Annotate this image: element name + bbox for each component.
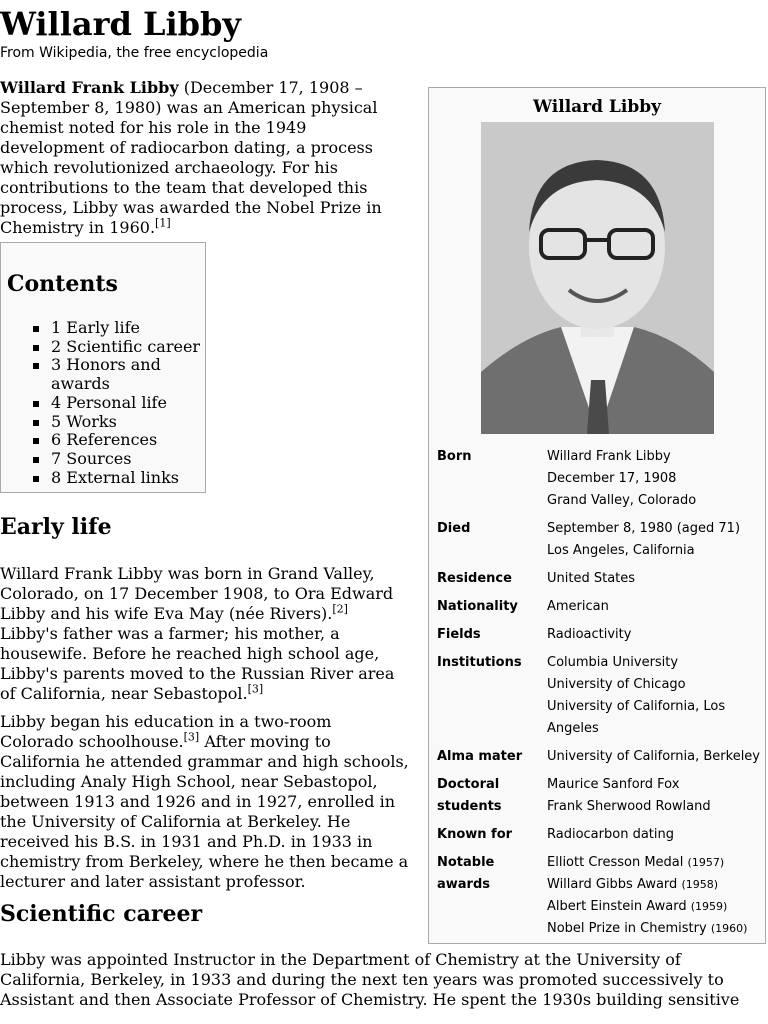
page-title: Willard Libby: [0, 5, 241, 43]
ref-link-3b[interactable]: [3]: [183, 730, 200, 744]
student-link[interactable]: Maurice Sanford Fox: [547, 777, 680, 792]
award-item: [547, 896, 763, 918]
residence-value[interactable]: United States: [547, 571, 636, 586]
institution-link[interactable]: Columbia University: [547, 655, 679, 670]
toc-item-personal-life[interactable]: 4 Personal life: [31, 394, 205, 413]
nationality-value[interactable]: American: [547, 599, 609, 614]
page-tagline: From Wikipedia, the free encyclopedia: [0, 45, 269, 61]
toc-item-works[interactable]: 5 Works: [31, 413, 205, 432]
doctoral-label-line: students: [437, 799, 502, 814]
doctoral-label-line: Doctoral: [437, 777, 500, 792]
toc-list: [31, 319, 205, 487]
toc-item-external-links[interactable]: 8 External links: [31, 469, 205, 488]
portrait-illustration: [481, 122, 714, 434]
born-name: Willard Frank Libby: [547, 449, 671, 464]
award-item: [547, 852, 763, 874]
award-link[interactable]: Nobel Prize in Chemistry: [547, 921, 707, 936]
award-year: (1959): [690, 900, 728, 913]
infobox-title: Willard Libby: [532, 97, 661, 117]
award-year: (1957): [687, 856, 725, 869]
early-life-paragraph-1: Willard Frank Libby was born in Grand Valley, Colorado, on 17 December 1908, to Ora Edward Libby and his wife Eva May (née Rivers).[2] Libby's father was a farmer; his mother, a housewife. Before he reached high school age, Libby's parents moved to the Russian River area of California, near Sebastopol.[3]: [0, 564, 395, 703]
infobox-label: Fields: [437, 627, 481, 642]
award-item: [547, 874, 763, 896]
toc-item-references[interactable]: 6 References: [31, 431, 205, 450]
infobox-label: Known for: [437, 827, 513, 842]
institution-link[interactable]: University of California, Los: [547, 699, 726, 714]
known-for-value[interactable]: Radiocarbon dating: [547, 827, 674, 842]
toc-title: Contents: [7, 271, 118, 297]
ref-link-2[interactable]: [2]: [332, 602, 348, 616]
heading-scientific-career: Scientific career: [0, 901, 203, 927]
career-paragraph-1: Libby was appointed Instructor in the Department of Chemistry at the University of California, Berkeley, in 1933 and during the next ten years was promoted successively to Assistant and then Associate Professor of Chemistry. He spent the 1930s building sensitive: [0, 950, 740, 1009]
infobox-row-known-for: [437, 824, 763, 846]
born-date: December 17, 1908: [547, 471, 677, 486]
infobox: [428, 87, 766, 944]
infobox-row-nationality: [437, 596, 763, 618]
infobox-row-alma-mater: [437, 746, 763, 768]
infobox-row-doctoral: [437, 774, 763, 818]
table-of-contents: [0, 242, 206, 493]
award-year: (1958): [681, 878, 719, 891]
infobox-label: [437, 774, 547, 818]
infobox-label: Alma mater: [437, 749, 523, 764]
died-place[interactable]: Los Angeles, California: [547, 543, 695, 558]
infobox-row-born: [437, 446, 763, 512]
born-place[interactable]: Grand Valley, Colorado: [547, 493, 697, 508]
award-link[interactable]: Albert Einstein Award: [547, 899, 687, 914]
infobox-row-died: [437, 518, 763, 562]
infobox-row-residence: [437, 568, 763, 590]
toc-item-early-life[interactable]: 1 Early life: [31, 319, 205, 338]
toc-item-honors[interactable]: 3 Honors and awards: [31, 356, 205, 393]
portrait-image[interactable]: [481, 122, 714, 434]
award-year: (1960): [710, 922, 748, 935]
infobox-label: Residence: [437, 571, 512, 586]
fields-value[interactable]: Radioactivity: [547, 627, 632, 642]
infobox-rows: [437, 446, 763, 946]
infobox-row-awards: [437, 852, 763, 940]
infobox-label: Nationality: [437, 599, 518, 614]
award-item: [547, 918, 763, 940]
alma-mater-value[interactable]: University of California, Berkeley: [547, 749, 760, 764]
intro-text: (December 17, 1908 – September 8, 1980) was an American physical chemist noted for his role in the 1949 development of radiocarbon dating, a process which revolutionized archaeology. For his contributions to the team that developed this process, Libby was awarded the Nobel Prize in Chemistry in 1960.: [0, 78, 382, 237]
infobox-label: Born: [437, 449, 472, 464]
infobox-row-fields: [437, 624, 763, 646]
institution-link[interactable]: University of Chicago: [547, 677, 686, 692]
institution-link[interactable]: Angeles: [547, 721, 599, 736]
student-link[interactable]: Frank Sherwood Rowland: [547, 799, 711, 814]
died-date: September 8, 1980 (aged 71): [547, 521, 741, 536]
award-link[interactable]: Elliott Cresson Medal: [547, 855, 684, 870]
infobox-row-institutions: [437, 652, 763, 740]
award-link[interactable]: Willard Gibbs Award: [547, 877, 678, 892]
infobox-label: Institutions: [437, 655, 522, 670]
early-life-paragraph-2: Libby began his education in a two-room Colorado schoolhouse.[3] After moving to California he attended grammar and high schools, including Analy High School, near Sebastopol, between 1913 and 1926 and in 1927, enrolled in the University of California at Berkeley. He received his B.S. in 1931 and Ph.D. in 1933 in chemistry from Berkeley, where he then became a lecturer and later assistant professor.: [0, 712, 409, 891]
infobox-label: Died: [437, 521, 471, 536]
toc-item-sources[interactable]: 7 Sources: [31, 450, 205, 469]
infobox-label: Notable awards: [437, 855, 495, 892]
ref-link-3[interactable]: [3]: [247, 682, 264, 696]
intro-bold-name: Willard Frank Libby: [0, 78, 179, 97]
heading-early-life: Early life: [0, 514, 112, 540]
ref-link-1[interactable]: [1]: [155, 216, 171, 230]
intro-paragraph: [0, 78, 410, 238]
toc-item-scientific-career[interactable]: 2 Scientific career: [31, 338, 205, 357]
